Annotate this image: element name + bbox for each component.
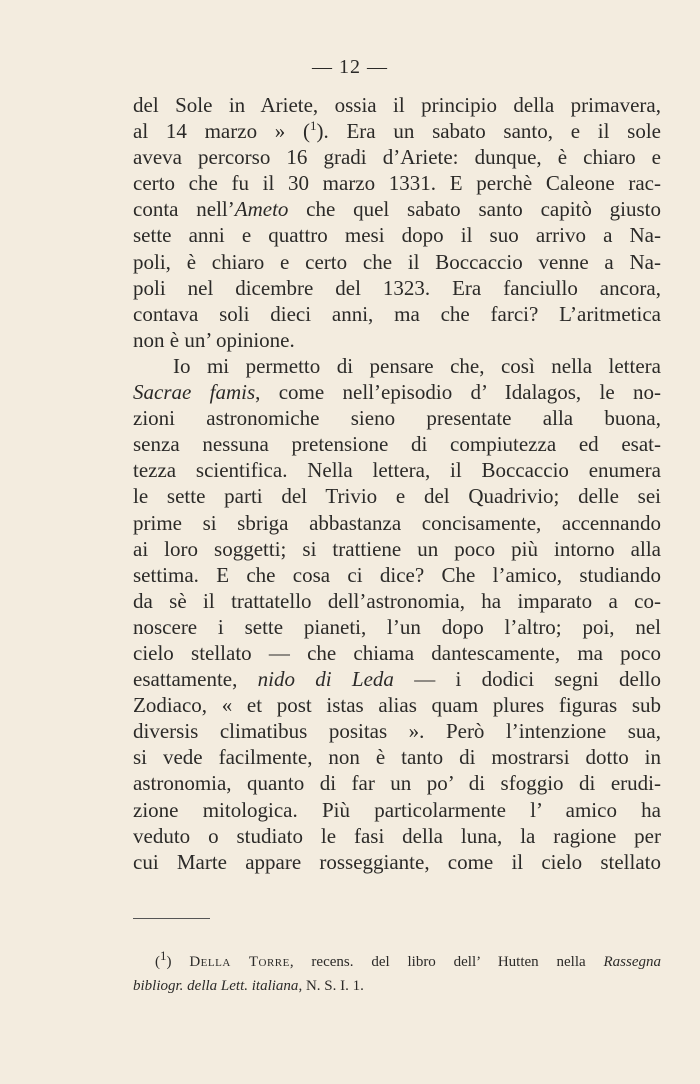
body-line xyxy=(133,170,661,196)
body-line xyxy=(133,562,661,588)
body-text: poli nel dicembre del 1323. Era fanciullo ancora, xyxy=(133,275,661,300)
body-text: che quel sabato santo capitò giusto xyxy=(288,197,661,222)
body-text: contava soli dieci anni, ma che farci? L’aritmetica xyxy=(133,301,661,326)
footnote-divider xyxy=(133,918,210,919)
page-number: — 12 — xyxy=(312,56,388,78)
body-text: noscere i sette pianeti, l’un dopo l’altro; poi, nel xyxy=(133,614,661,639)
body-line xyxy=(133,457,661,483)
body-line xyxy=(133,718,661,744)
body-text: cui Marte appare rosseggiante, come il cielo stellato xyxy=(133,849,661,874)
body-text: esattamente, xyxy=(133,667,258,692)
body-text: ). Era un sabato santo, e il sole xyxy=(316,119,661,144)
body-text: al 14 marzo » ( xyxy=(133,119,311,144)
body-line xyxy=(133,692,661,718)
body-text: — i dodici segni dello xyxy=(393,667,661,692)
body-text: del Sole in Ariete, ossia il principio della primavera, xyxy=(133,93,661,117)
body-text: prime si sbriga abbastanza concisamente, accennando xyxy=(133,510,661,535)
body-text: le sette parti del Trivio e del Quadrivio; delle sei xyxy=(133,484,661,509)
body-line xyxy=(133,640,661,666)
body-line xyxy=(133,510,661,536)
body-line xyxy=(133,797,661,823)
body-text: sette anni e quattro mesi dopo il suo arrivo a Na- xyxy=(133,223,661,248)
body-text: poli, è chiaro e certo che il Boccaccio venne a Na- xyxy=(133,249,661,274)
body-line xyxy=(133,536,661,562)
body-text: settima. E che cosa ci dice? Che l’amico, studiando xyxy=(133,562,661,587)
body-text: Io mi permetto di pensare che, così nella lettera xyxy=(173,353,661,378)
body-text: , come nell’episodio d’ Idalagos, le no- xyxy=(255,380,661,405)
body-line xyxy=(133,249,661,275)
footnote-text: ) xyxy=(166,954,190,970)
body-text: aveva percorso 16 gradi d’Ariete: dunque, è chiaro e xyxy=(133,145,661,170)
footnote-text: , N. S. I. 1. xyxy=(298,978,364,994)
body-text: si vede facilmente, non è tanto di mostrarsi dotto in xyxy=(133,745,661,770)
body-line xyxy=(133,823,661,849)
footnote-text: 1 xyxy=(160,948,167,963)
body-text: Sacrae famis xyxy=(133,380,256,405)
body-text: non è un’ opinione. xyxy=(133,327,295,352)
body-text: zione mitologica. Più particolarmente l’ amico ha xyxy=(133,797,661,822)
footnote xyxy=(133,950,661,998)
footnote-text: bibliogr. della Lett. italiana xyxy=(133,978,299,994)
body-text: certo che fu il 30 marzo 1331. E perchè Caleone rac- xyxy=(133,171,661,196)
body-text: veduto o studiato le fasi della luna, la ragione per xyxy=(133,823,661,848)
body-line xyxy=(133,353,661,379)
body-text: cielo stellato — che chiama dantescamente, ma poco xyxy=(133,640,661,665)
body-text: ai loro soggetti; si trattiene un poco più intorno alla xyxy=(133,536,661,561)
body-line xyxy=(133,196,661,222)
body-line xyxy=(133,92,661,118)
body-line xyxy=(133,849,661,875)
body-text: zioni astronomiche sieno presentate alla buona, xyxy=(133,406,661,431)
body-line xyxy=(133,379,661,405)
body-text: astronomia, quanto di far un po’ di sfoggio di erudi- xyxy=(133,771,661,796)
footnote-text: ( xyxy=(155,954,160,970)
footnote-line xyxy=(133,974,661,998)
body-line xyxy=(133,144,661,170)
body-line xyxy=(133,405,661,431)
footnote-line xyxy=(133,950,661,974)
body-line xyxy=(133,431,661,457)
body-line xyxy=(133,666,661,692)
body-line xyxy=(133,744,661,770)
body-line xyxy=(133,327,661,353)
body-text: Zodiaco, « et post istas alias quam plures figuras sub xyxy=(133,693,661,718)
body-text: 1 xyxy=(310,118,317,134)
body-text: conta nell’ xyxy=(133,197,235,222)
body-text: senza nessuna pretensione di compiutezza ed esat- xyxy=(133,432,661,457)
body-line xyxy=(133,301,661,327)
footnote-text: , recens. del libro dell’ Hutten nella xyxy=(289,954,604,970)
body-text: nido di Leda xyxy=(257,667,394,692)
body-line xyxy=(133,118,661,144)
body-line xyxy=(133,275,661,301)
body-text: da sè il trattatello dell’astronomia, ha imparato a co- xyxy=(133,588,661,613)
footnote-text: Della Torre xyxy=(189,954,290,970)
body-text: diversis climatibus positas ». Però l’intenzione sua, xyxy=(133,719,661,744)
body-text: tezza scientifica. Nella lettera, il Boccaccio enumera xyxy=(133,458,661,483)
body-line xyxy=(133,483,661,509)
body-line xyxy=(133,614,661,640)
body-line xyxy=(133,588,661,614)
body-text: Ameto xyxy=(234,197,289,222)
body-text xyxy=(133,92,661,875)
footnote-text: Rassegna xyxy=(603,954,662,970)
body-line xyxy=(133,222,661,248)
body-line xyxy=(133,770,661,796)
